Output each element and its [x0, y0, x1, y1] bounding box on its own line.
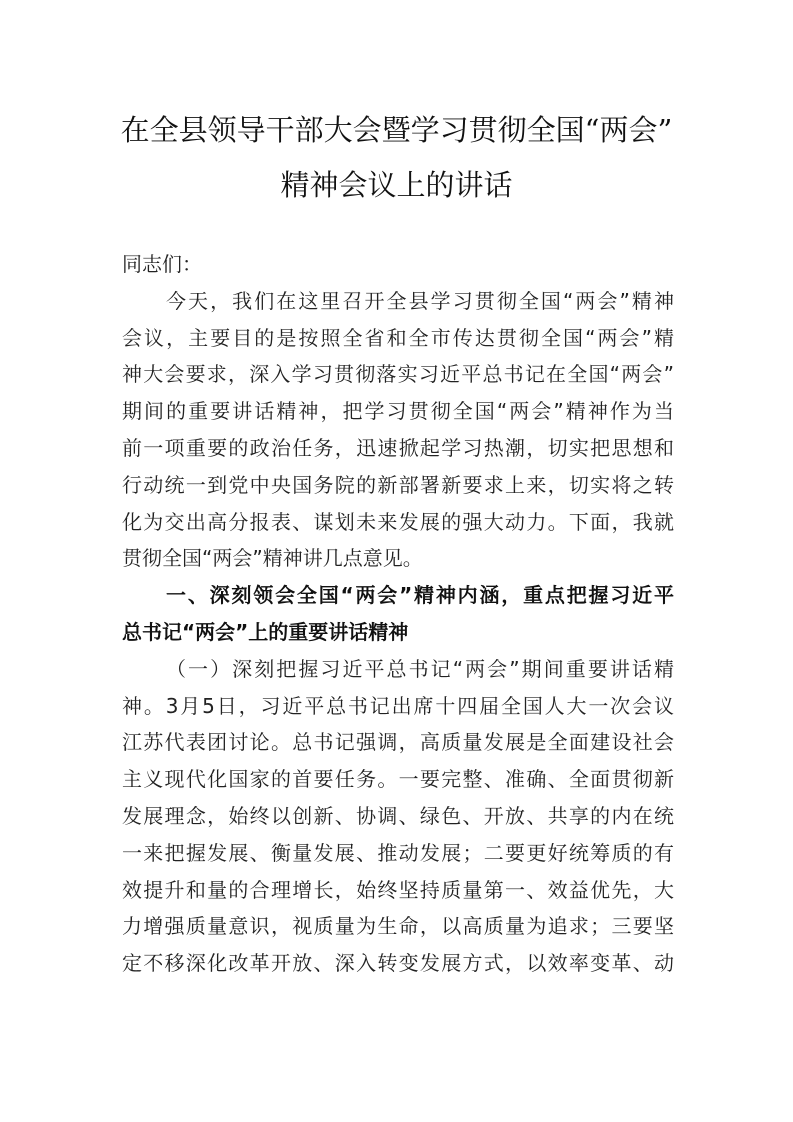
paragraph-body-line: 一来把握发展、衡量发展、推动发展；二要更好统筹质的有 — [122, 840, 674, 865]
paragraph-body-line: 力增强质量意识，视质量为生命，以高质量为追求；三要坚 — [122, 914, 674, 939]
paragraph-intro-line: 化为交出高分报表、谋划未来发展的强大动力。下面，我就 — [122, 509, 674, 534]
paragraph-body-line: 江苏代表团讨论。总书记强调，高质量发展是全面建设社会 — [122, 730, 674, 755]
salutation: 同志们： — [122, 252, 202, 276]
section-heading-line: 一、深刻领会全国“两会”精神内涵，重点把握习近平 — [166, 583, 674, 608]
paragraph-body-line: 神。3月5日，习近平总书记出席十四届全国人大一次会议 — [122, 693, 674, 718]
document-body — [122, 246, 674, 982]
document-title-line-1: 在全县领导干部大会暨学习贯彻全国“两会” — [120, 113, 673, 147]
section-heading-line: 总书记“两会”上的重要讲话精神 — [122, 619, 409, 644]
paragraph-intro-line: 行动统一到党中央国务院的新部署新要求上来，切实将之转 — [122, 472, 674, 497]
paragraph-intro-line: 会议，主要目的是按照全省和全市传达贯彻全国“两会”精 — [122, 325, 674, 350]
paragraph-intro-line: 神大会要求，深入学习贯彻落实习近平总书记在全国“两会” — [122, 362, 674, 387]
paragraph-body-line: 发展理念，始终以创新、协调、绿色、开放、共享的内在统 — [122, 803, 674, 828]
paragraph-intro-line: 前一项重要的政治任务，迅速掀起学习热潮，切实把思想和 — [122, 435, 674, 460]
paragraph-body-line: 定不移深化改革开放、深入转变发展方式，以效率变革、动 — [122, 951, 674, 976]
paragraph-intro-line: 期间的重要讲话精神，把学习贯彻全国“两会”精神作为当 — [122, 399, 674, 424]
paragraph-body-line: 效提升和量的合理增长，始终坚持质量第一、效益优先，大 — [122, 877, 674, 902]
paragraph-intro-line: 今天，我们在这里召开全县学习贯彻全国“两会”精神 — [166, 288, 674, 313]
document-title-line-2: 精神会议上的讲话 — [280, 168, 513, 202]
paragraph-intro-line: 贯彻全国“两会”精神讲几点意见。 — [122, 546, 423, 571]
paragraph-body-line: （一）深刻把握习近平总书记“两会”期间重要讲话精 — [166, 656, 674, 681]
paragraph-body-line: 主义现代化国家的首要任务。一要完整、准确、全面贯彻新 — [122, 767, 674, 792]
